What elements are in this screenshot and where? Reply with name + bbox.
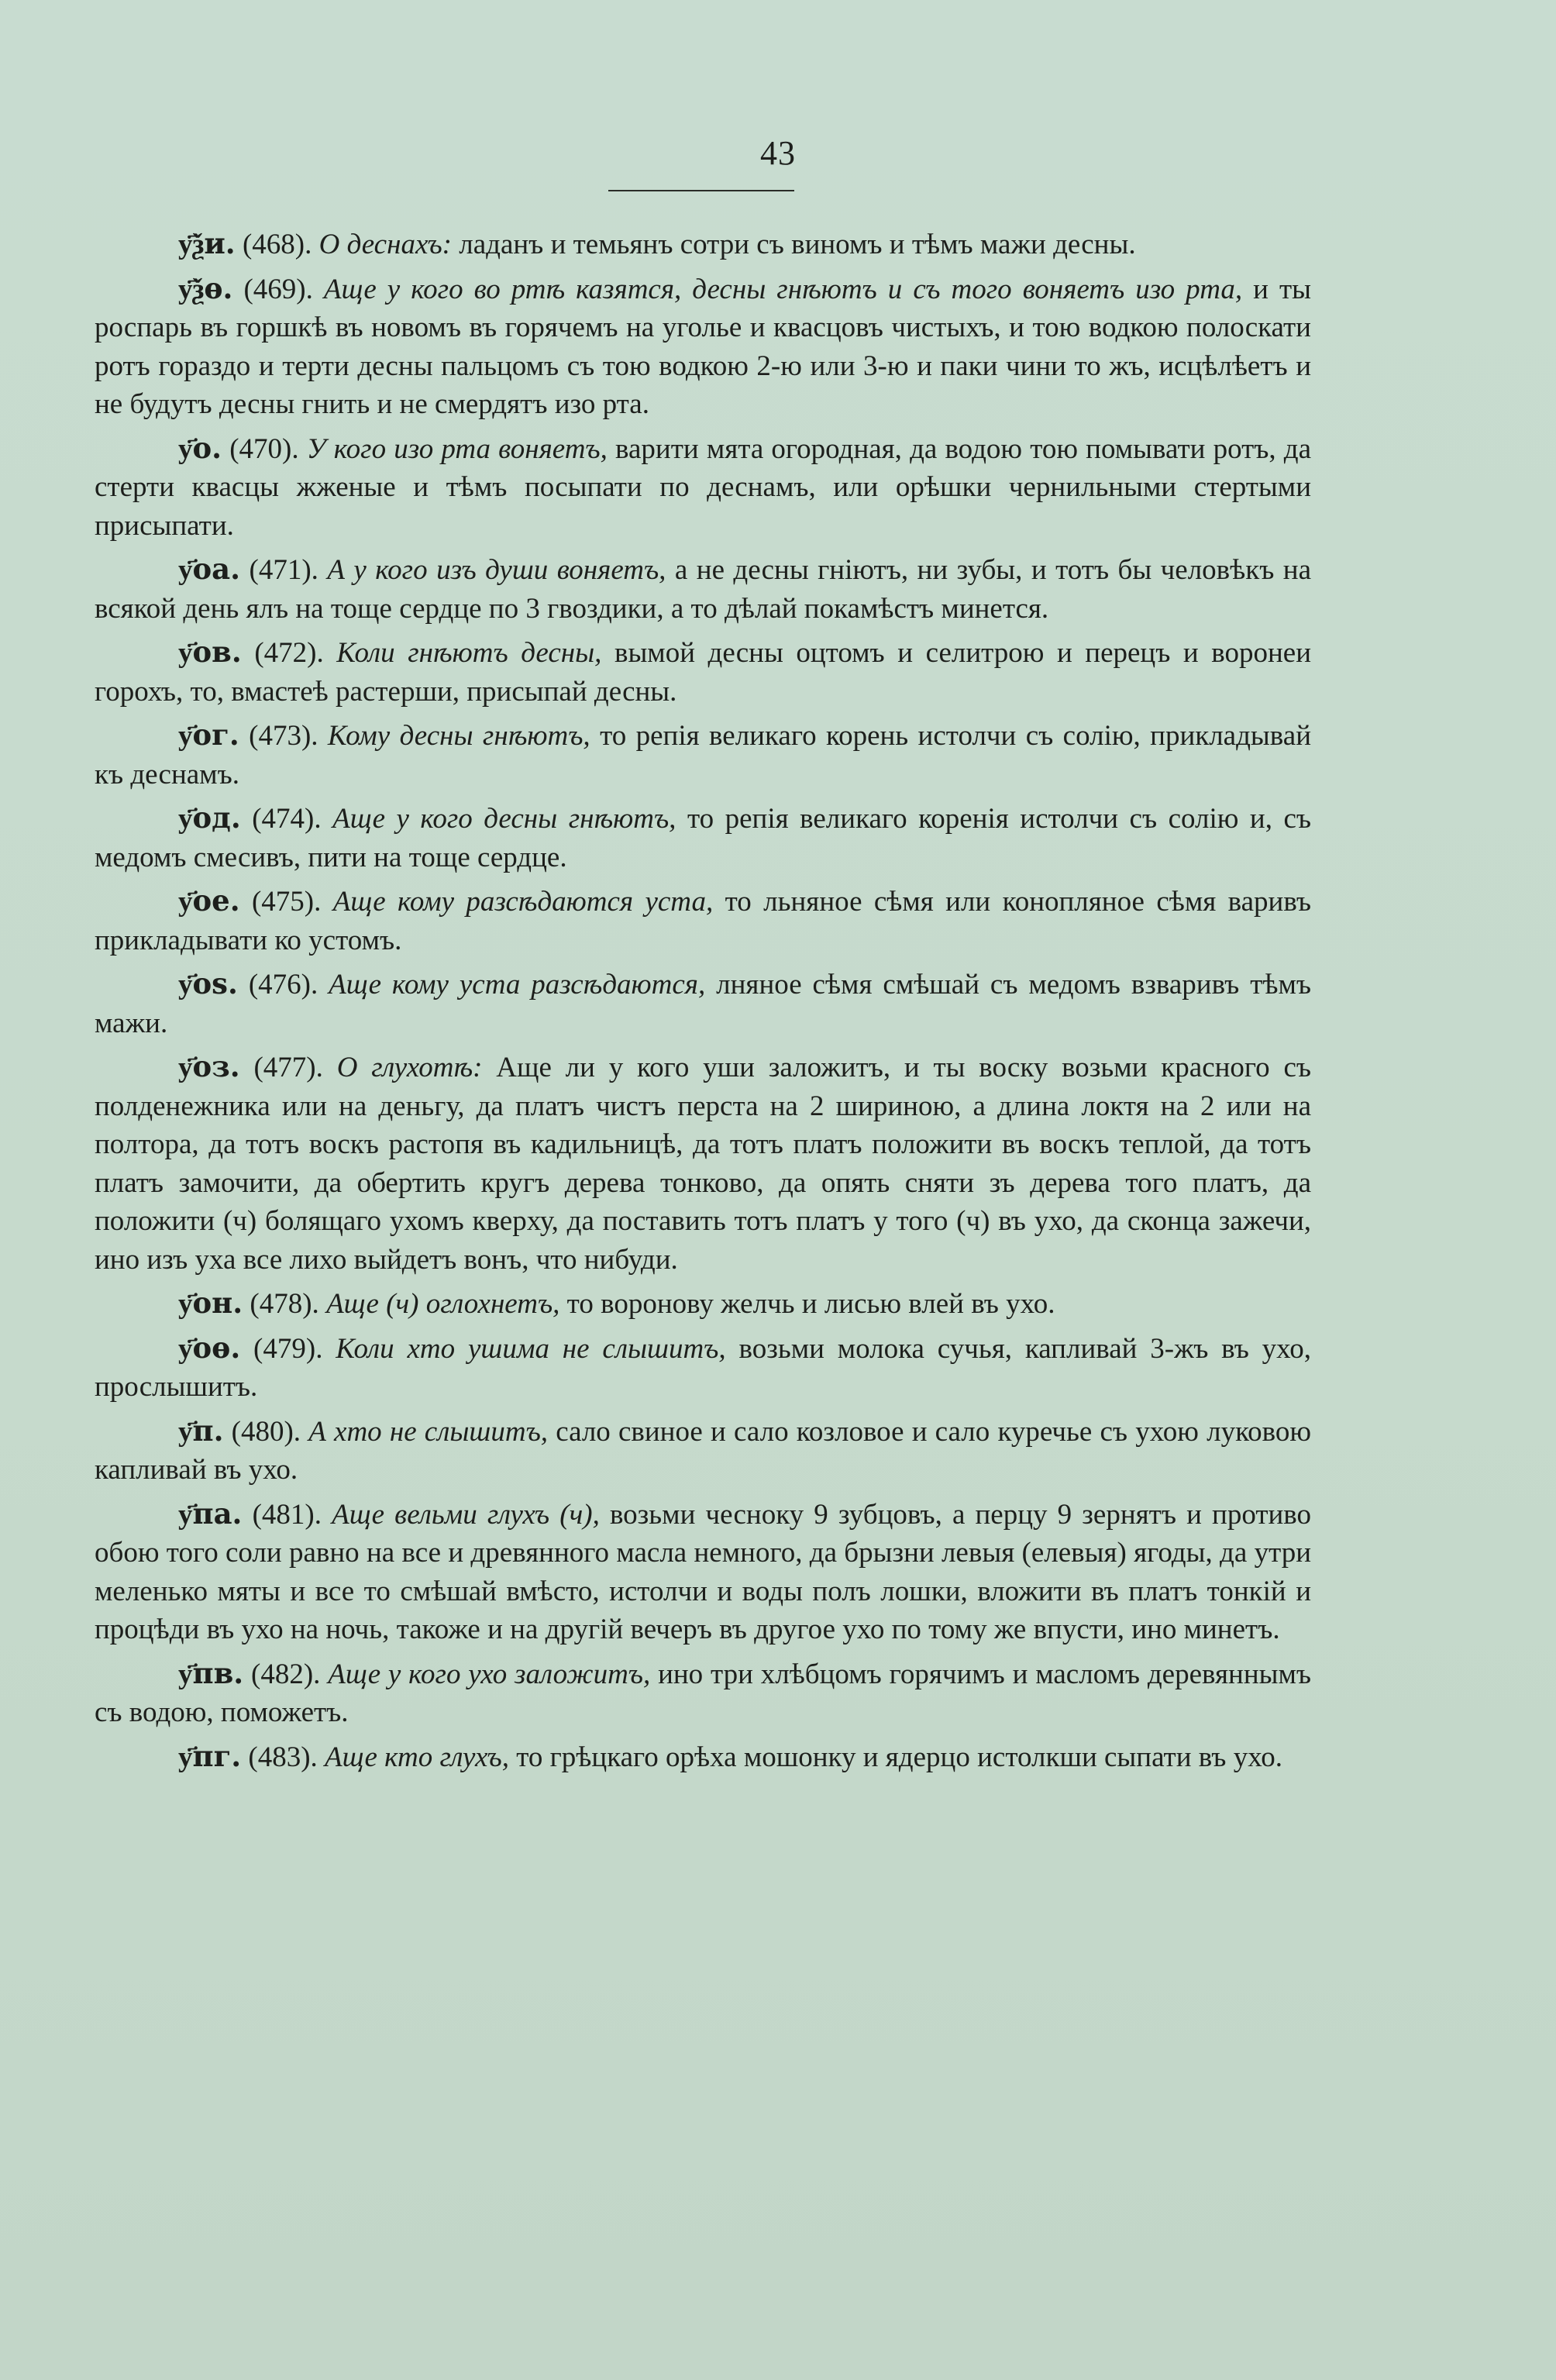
entry-title: Аще кому уста разсѣдаются,: [329, 969, 706, 1001]
recipe-entry: [95, 965, 1311, 1042]
entry-title: О глухотѣ:: [336, 1052, 483, 1083]
entry-title: Аще кто глухъ,: [325, 1741, 509, 1773]
recipe-entry: [95, 429, 1311, 546]
entry-text: возьми чесноку 9 зубцовъ, а перцу 9 зернятъ и противо обою того соли равно на все и древянного масла немного, да брызни левыя (елевыя) ягоды, да утри меленько мяты и все то смѣшай вмѣсто, истолчи и воды полъ лошки, вложити въ платъ тонкій и процѣди въ ухо на ночь, такоже и на другій вечеръ въ другое ухо по тому же впусти, ино минетъ.: [95, 1498, 1312, 1645]
entry-text: а не десны гніютъ, ни зубы, и тотъ бы человѣкъ на всякой день ялъ на тоще сердце по 3 гвоздики, а то дѣлай покамѣстъ минется.: [95, 554, 1312, 625]
entry-text: вымой десны оцтомъ и селитрою и перецъ и воронеи горохъ, то, вмастеѣ растерши, присыпай десны.: [95, 637, 1312, 708]
entry-reference: (468).: [242, 229, 312, 260]
entry-number: у҃он.: [178, 1286, 243, 1320]
entry-title: Аще (ч) оглохнетъ,: [326, 1288, 560, 1320]
recipe-entry: [95, 799, 1311, 877]
entry-reference: (478).: [250, 1288, 319, 1320]
entry-reference: (481).: [252, 1498, 322, 1531]
entry-text: сало свиное и сало козловое и сало куречье съ ухою луковою капливай въ ухо.: [95, 1415, 1312, 1486]
entry-title: Аще кому разсѣдаются уста,: [332, 886, 714, 918]
entry-number: у҃оа.: [178, 552, 241, 586]
entry-number: у҃ѯѳ.: [178, 270, 233, 305]
entry-number: у҃ое.: [178, 883, 240, 918]
entry-reference: (471).: [249, 554, 318, 586]
entry-text: то репія великаго корень истолчи съ солію, прикладывай къ деснамъ.: [95, 720, 1311, 790]
page-content: [95, 225, 1311, 1782]
entry-title: Аще у кого ухо заложитъ,: [328, 1658, 651, 1690]
recipe-entry: [95, 550, 1311, 628]
entry-text: то воронову желчь и лисью влей въ ухо.: [566, 1288, 1055, 1320]
entry-reference: (470).: [229, 432, 299, 465]
entry-title: Коли гнѣютъ десны,: [336, 637, 602, 669]
entry-reference: (477).: [253, 1052, 323, 1083]
entry-title: О деснахъ:: [318, 229, 452, 260]
entry-reference: (472).: [254, 637, 324, 669]
page-number: 43: [760, 134, 796, 172]
entry-text: ино три хлѣбцомъ горячимъ и масломъ деревяннымъ съ водою, поможетъ.: [95, 1658, 1312, 1728]
entry-title: У кого изо рта воняетъ,: [306, 432, 608, 465]
entry-text: то грѣцкаго орѣха мошонку и ядерцо истолкши сыпати въ ухо.: [516, 1741, 1283, 1773]
entry-text: варити мята огородная, да водою тою помывати ротъ, да стерти квасцы жженые и тѣмъ посыпати по деснамъ, или орѣшки чернильными стертыми присыпати.: [95, 432, 1312, 542]
entry-number: у҃од.: [178, 801, 241, 835]
entry-reference: (469).: [243, 273, 313, 305]
entry-number: у҃пг.: [178, 1738, 242, 1773]
entry-number: у҃оѳ.: [178, 1330, 241, 1365]
recipe-entry: [95, 1738, 1311, 1777]
entry-title: Кому десны гнѣютъ,: [327, 720, 590, 752]
entry-number: у҃пв.: [178, 1655, 244, 1690]
recipe-entry: [95, 1329, 1311, 1407]
recipe-entry: [95, 882, 1311, 959]
entry-number: у҃оз.: [178, 1049, 240, 1083]
entry-number: у҃ѯи.: [178, 226, 236, 260]
entry-title: Аще вельми глухъ (ч),: [332, 1498, 600, 1531]
recipe-entry: [95, 633, 1311, 711]
entry-reference: (476).: [248, 969, 318, 1001]
entry-reference: (473).: [249, 720, 318, 752]
entry-reference: (483).: [248, 1741, 318, 1773]
entry-title: Аще у кого десны гнѣютъ,: [332, 803, 676, 835]
entry-number: у҃ог.: [178, 718, 239, 752]
entry-text: лняное сѣмя смѣшай съ медомъ взваривъ тѣмъ мажи.: [95, 969, 1312, 1039]
entry-text: Аще ли у кого уши заложитъ, и ты воску возьми красного съ полденежника или на деньгу, да платъ чистъ перста на 2 шириною, а длина локтя на 2 или на полтора, да тотъ воскъ растопя въ кадильницѣ, да тотъ платъ положити въ воскъ теплой, да тотъ платъ замочити, да обертить кругъ дерева тонково, да опять сняти зъ дерева того платъ, да положити (ч) болящаго ухомъ кверху, да поставить тотъ платъ у того (ч) въ ухо, да сконца зажечи, ино изъ уха все лихо выйдетъ вонъ, что нибуди.: [95, 1052, 1312, 1276]
entry-reference: (480).: [231, 1415, 301, 1448]
recipe-entry: [95, 270, 1311, 424]
recipe-entry: [95, 225, 1311, 264]
entry-reference: (475).: [251, 886, 322, 918]
entry-text: ладанъ и темьянъ сотри съ виномъ и тѣмъ мажи десны.: [459, 229, 1136, 260]
entry-title: А хто не слышитъ,: [308, 1415, 549, 1448]
entry-reference: (482).: [251, 1658, 321, 1690]
entry-text: то льняное сѣмя или конопляное сѣмя варивъ прикладывати ко устомъ.: [95, 886, 1312, 956]
entry-number: у҃п.: [178, 1413, 224, 1448]
entry-title: А у кого изъ души воняетъ,: [327, 554, 666, 586]
recipe-entry: [95, 1655, 1311, 1732]
entry-title: Коли хто ушима не слышитъ,: [336, 1332, 726, 1365]
recipe-entry: [95, 1284, 1311, 1324]
entry-number: у҃ов.: [178, 635, 242, 669]
entry-title: Аще у кого во ртѣ казятся, десны гнѣютъ и съ того воняетъ изо рта,: [323, 273, 1243, 305]
entry-number: у҃о.: [178, 430, 222, 465]
recipe-entry: [95, 1048, 1311, 1279]
entry-text: то репія великаго коренія истолчи съ солію и, съ медомъ смесивъ, пити на тоще сердце.: [95, 803, 1312, 873]
entry-text: возьми молока сучья, капливай 3-жъ въ ухо, прослышитъ.: [95, 1332, 1312, 1403]
entry-reference: (479).: [253, 1332, 323, 1365]
entry-text: и ты роспарь въ горшкѣ въ новомъ въ горячемъ на уголье и квасцовъ чистыхъ, и тою водкою полоскати ротъ гораздо и терти десны пальцомъ съ тою водкою 2-ю или 3-ю и паки чини то жъ, исцѣлѣетъ и не будутъ десны гнить и не смердятъ изо рта.: [95, 273, 1312, 420]
recipe-entry: [95, 1412, 1311, 1490]
entry-reference: (474).: [252, 803, 322, 835]
entry-number: у҃оѕ.: [178, 966, 238, 1001]
recipe-entry: [95, 716, 1311, 794]
header-rule: [608, 190, 794, 191]
entry-number: у҃па.: [178, 1496, 243, 1531]
recipe-entry: [95, 1495, 1311, 1649]
